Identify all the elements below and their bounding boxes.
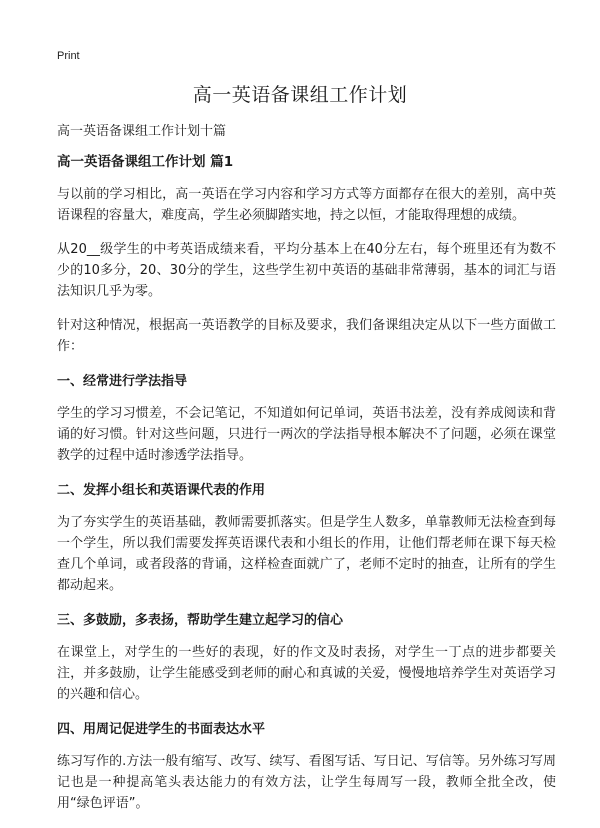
section-heading: 四、用周记促进学生的书面表达水平 xyxy=(57,722,266,737)
section-heading: 一、经常进行学法指导 xyxy=(57,374,188,389)
intro-paragraph-3: 针对这种情况，根据高一英语教学的目标及要求，我们备课组决定从以下一些方面做工作： xyxy=(57,318,556,354)
page-title: 高一英语备课组工作计划 xyxy=(192,84,408,106)
section-paragraph: 练习写作的.方法一般有缩写、改写、续写、看图写话、写日记、写信等。另外练习写周记也是一种提高笔头表达能力的有效方法，让学生每周写一段，教师全批全改，使用“绿色评语”。 xyxy=(57,754,556,811)
section-paragraph: 在课堂上，对学生的一些好的表现，好的作文及时表扬，对学生一丁点的进步都要关注，并多鼓励，让学生能感受到老师的耐心和真诚的关爱，慢慢地培养学生对英语学习的兴趣和信心。 xyxy=(57,645,556,702)
intro-paragraph-2: 从20__级学生的中考英语成绩来看，平均分基本上在40分左右，每个班里还有为数不少的10多分，20、30分的学生，这些学生初中英语的基础非常薄弱，基本的词汇与语法知识几乎为零。 xyxy=(57,242,556,299)
section-paragraph: 学生的学习习惯差，不会记笔记，不知道如何记单词，英语书法差，没有养成阅读和背诵的好习惯。针对这些问题，只进行一两次的学法指导根本解决不了问题，必须在课堂教学的过程中适时渗透学法指导。 xyxy=(57,406,556,463)
document-subtitle: 高一英语备课组工作计划十篇 xyxy=(57,124,227,139)
intro-paragraph-1: 与以前的学习相比，高一英语在学习内容和学习方式等方面都存在很大的差别，高中英语课程的容量大，难度高，学生必须脚踏实地，持之以恒，才能取得理想的成绩。 xyxy=(57,187,556,223)
print-link[interactable]: Print xyxy=(57,50,80,62)
article-body xyxy=(57,150,556,827)
section-heading: 三、多鼓励，多表扬，帮助学生建立起学习的信心 xyxy=(57,613,344,628)
article-heading: 高一英语备课组工作计划 篇1 xyxy=(57,154,234,170)
section-heading: 二、发挥小组长和英语课代表的作用 xyxy=(57,483,266,498)
section-paragraph: 为了夯实学生的英语基础，教师需要抓落实。但是学生人数多，单靠教师无法检查到每一个学生，所以我们需要发挥英语课代表和小组长的作用，让他们帮老师在课下每天检查几个单词，或者段落的背诵，这样检查面就广了，老师不定时的抽查，让所有的学生都动起来。 xyxy=(57,515,556,593)
